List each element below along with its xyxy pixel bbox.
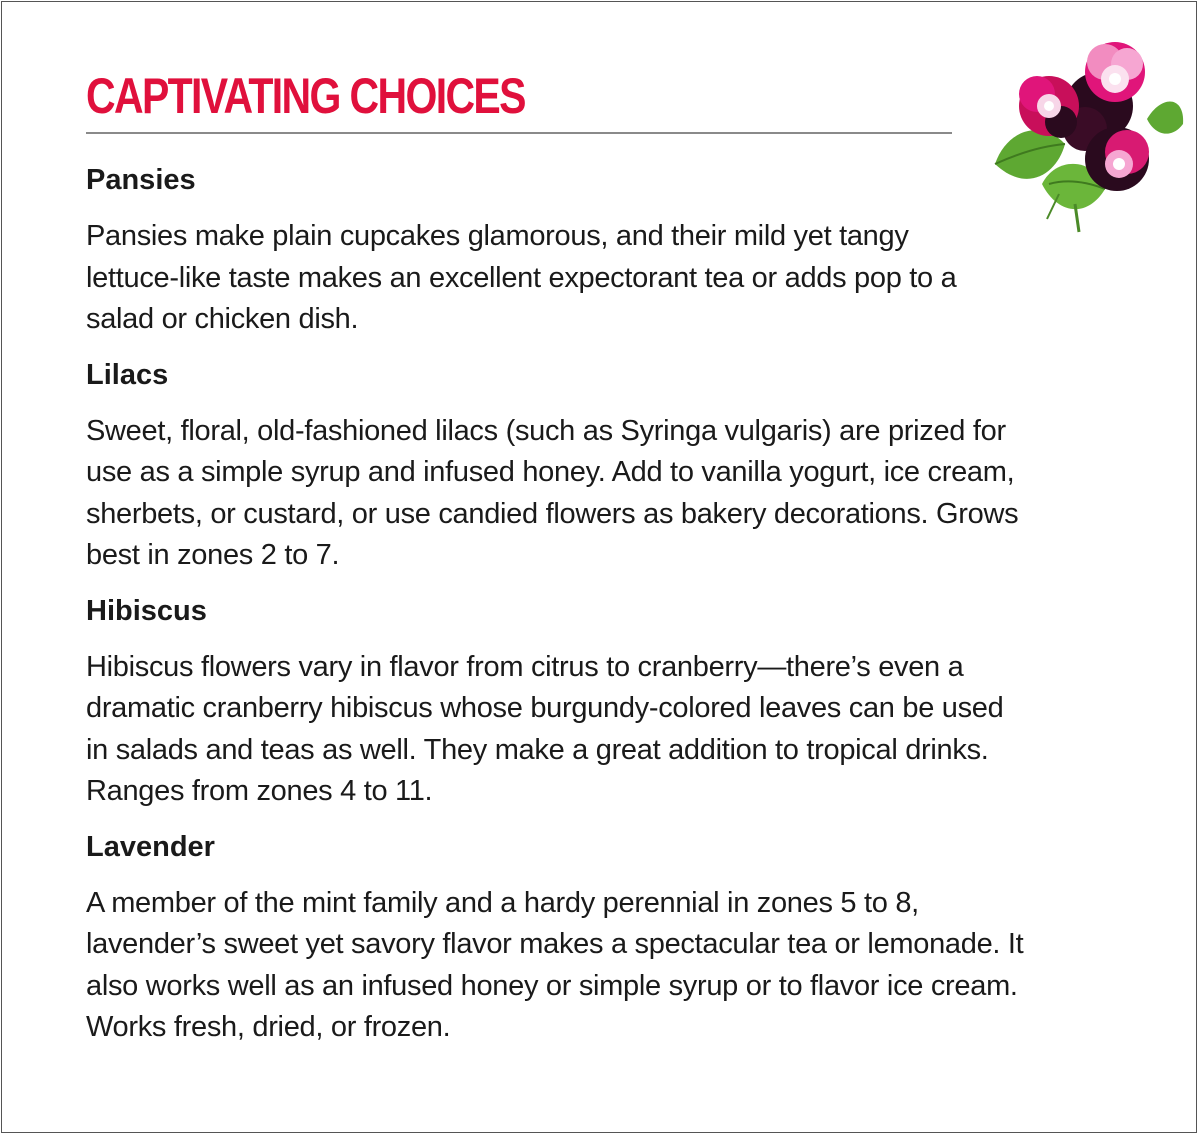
section-text bbox=[86, 216, 1031, 341]
text-line: Pansies make plain cupcakes glamorous, and their mild yet tangy bbox=[86, 220, 909, 252]
text-line: use as a simple syrup and infused honey. Add to vanilla yogurt, ice cream, bbox=[86, 456, 1015, 488]
section-heading: Lilacs bbox=[86, 358, 169, 391]
section-text bbox=[86, 647, 1166, 813]
leaf-right bbox=[1147, 102, 1183, 134]
section-heading: Pansies bbox=[86, 164, 196, 196]
sidebar-box bbox=[1, 1, 1197, 1133]
section-heading: Lavender bbox=[86, 830, 215, 863]
text-line: A member of the mint family and a hardy perennial in zones 5 to 8, bbox=[86, 886, 919, 919]
text-line: salad or chicken dish. bbox=[86, 303, 359, 335]
text-line: dramatic cranberry hibiscus whose burgundy-colored leaves can be used bbox=[86, 692, 1004, 724]
text-line: Works fresh, dried, or frozen. bbox=[86, 1011, 451, 1043]
section-lavender bbox=[86, 825, 1166, 1049]
section-heading: Hibiscus bbox=[86, 594, 207, 627]
box-title: CAPTIVATING CHOICES bbox=[86, 68, 525, 124]
text-line: in salads and teas as well. They make a great addition to tropical drinks. bbox=[86, 733, 989, 766]
text-line: Hibiscus flowers vary in flavor from citrus to cranberry—there’s even a bbox=[86, 650, 964, 683]
text-line: lavender’s sweet yet savory flavor makes a spectacular tea or lemonade. It bbox=[86, 928, 1024, 960]
section-lilacs bbox=[86, 353, 1166, 577]
section-text bbox=[86, 883, 1166, 1049]
section-pansies bbox=[86, 158, 1166, 341]
pansy-left bbox=[1019, 76, 1079, 138]
text-line: sherbets, or custard, or use candied flowers as bakery decorations. Grows bbox=[86, 497, 1019, 530]
section-hibiscus bbox=[86, 589, 1166, 813]
pansy-top bbox=[1085, 42, 1145, 102]
title-divider bbox=[86, 132, 952, 134]
text-line: Sweet, floral, old-fashioned lilacs (such as Syringa vulgaris) are prized for bbox=[86, 414, 1006, 447]
text-line: also works well as an infused honey or simple syrup or to flavor ice cream. bbox=[86, 969, 1018, 1002]
section-text bbox=[86, 411, 1166, 577]
text-line: Ranges from zones 4 to 11. bbox=[86, 775, 433, 807]
article-body bbox=[86, 158, 1166, 1061]
text-line: lettuce-like taste makes an excellent expectorant tea or adds pop to a bbox=[86, 261, 957, 294]
text-line: best in zones 2 to 7. bbox=[86, 539, 340, 571]
